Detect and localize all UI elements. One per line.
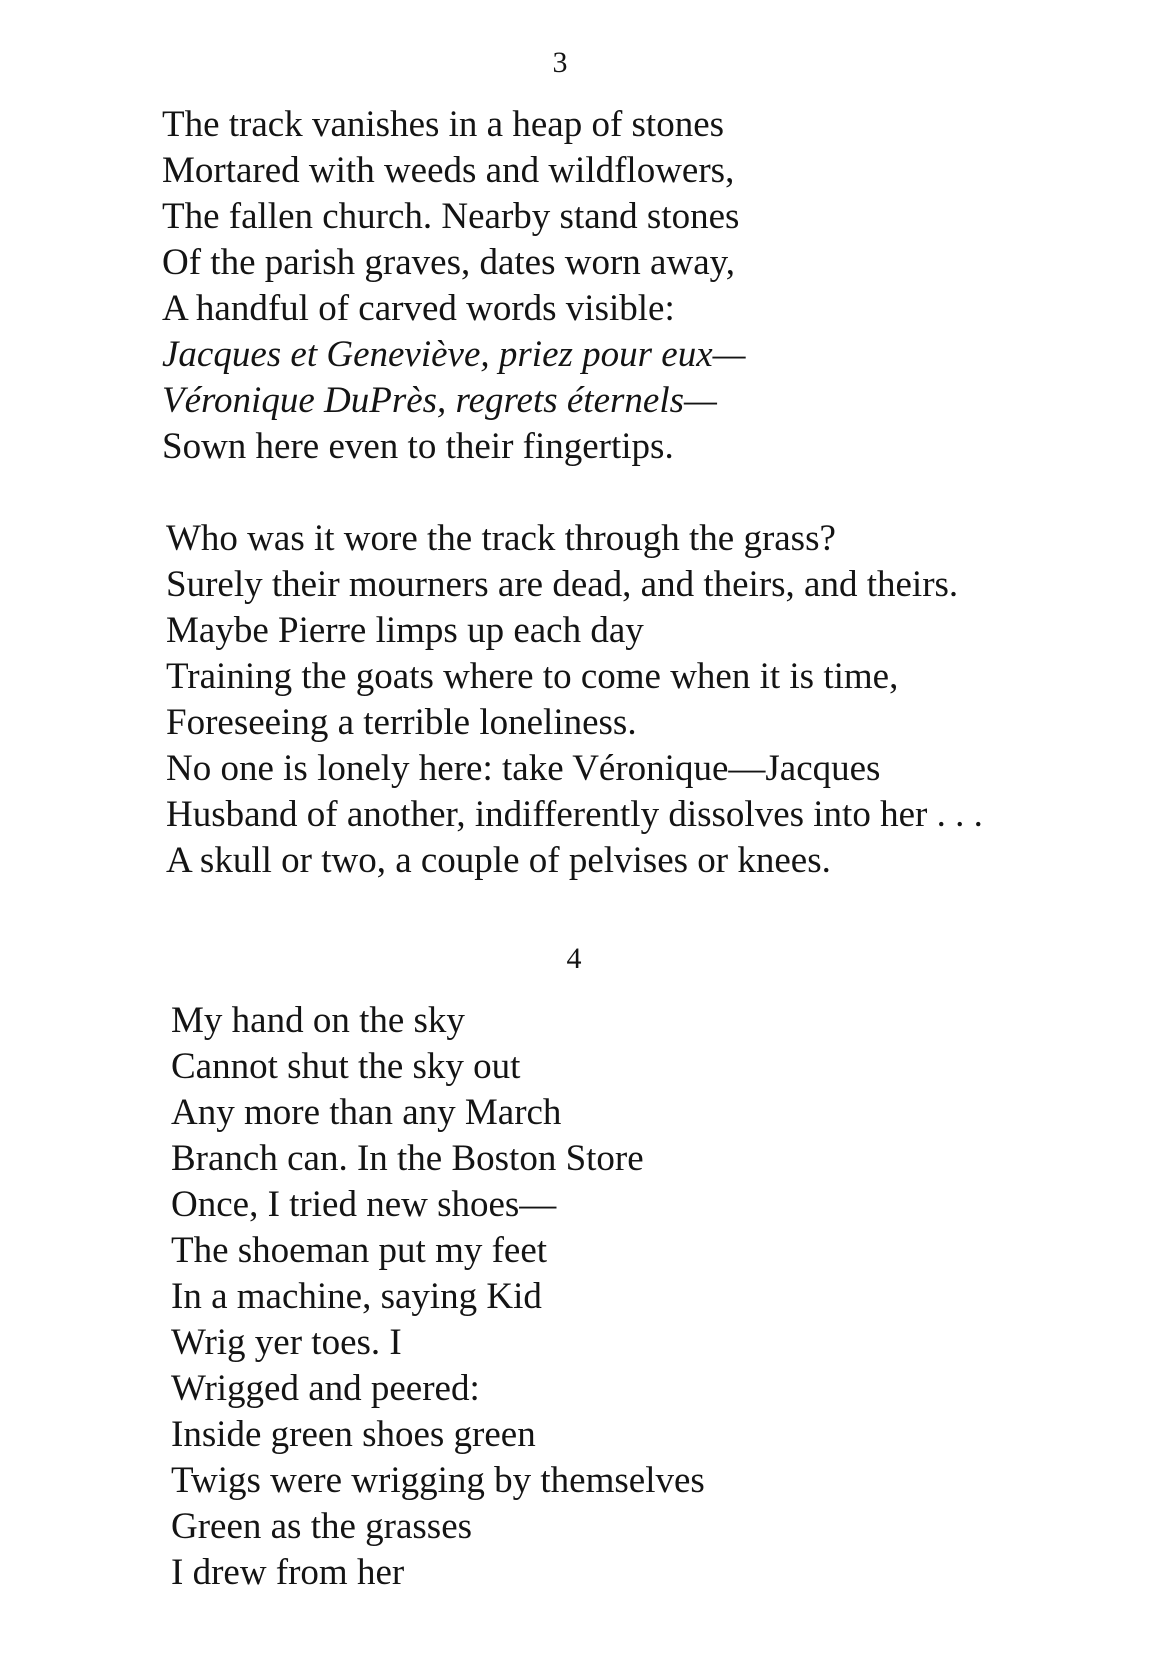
poem-line: Husband of another, indifferently dissolves into her . . . xyxy=(166,794,983,835)
poem-line: I drew from her xyxy=(171,1552,405,1593)
poem-line: Once, I tried new shoes— xyxy=(171,1184,557,1225)
poem-line: Branch can. In the Boston Store xyxy=(171,1138,644,1179)
poem-line: Who was it wore the track through the grass? xyxy=(166,518,836,559)
poem-line: No one is lonely here: take Véronique—Jacques xyxy=(166,748,881,789)
poem-line: The fallen church. Nearby stand stones xyxy=(162,196,740,237)
poem-line: Any more than any March xyxy=(171,1092,562,1133)
poem-line: A skull or two, a couple of pelvises or knees. xyxy=(166,840,831,881)
section-number-3: 3 xyxy=(552,46,568,79)
poem-line: Sown here even to their fingertips. xyxy=(162,426,674,467)
epitaph-line: Véronique DuPrès, regrets éternels— xyxy=(162,380,717,421)
section-3-stanza-1 xyxy=(162,102,746,470)
poem-line: The track vanishes in a heap of stones xyxy=(162,104,725,145)
poem-line: Training the goats where to come when it is time, xyxy=(166,656,899,697)
poem-line: Twigs were wrigging by themselves xyxy=(171,1460,705,1501)
poem-line: A handful of carved words visible: xyxy=(162,288,675,329)
section-number-4: 4 xyxy=(566,942,582,975)
section-4-stanza-1 xyxy=(171,998,705,1596)
poem-line: Wrig yer toes. I xyxy=(171,1322,402,1363)
poem-line: Inside green shoes green xyxy=(171,1414,536,1455)
section-3-stanza-2 xyxy=(166,516,983,884)
poem-line: Wrigged and peered: xyxy=(171,1368,480,1409)
poem-line: Surely their mourners are dead, and theirs, and theirs. xyxy=(166,564,959,605)
poem-line: Foreseeing a terrible loneliness. xyxy=(166,702,637,743)
poem-line: Of the parish graves, dates worn away, xyxy=(162,242,735,283)
poem-line: My hand on the sky xyxy=(171,1000,465,1041)
poem-line: Green as the grasses xyxy=(171,1506,473,1547)
epitaph-line: Jacques et Geneviève, priez pour eux— xyxy=(162,334,746,375)
poem-line: Cannot shut the sky out xyxy=(171,1046,521,1087)
poem-line: In a machine, saying Kid xyxy=(171,1276,542,1317)
poem-line: Maybe Pierre limps up each day xyxy=(166,610,644,651)
poem-line: Mortared with weeds and wildflowers, xyxy=(162,150,735,191)
poem-line: The shoeman put my feet xyxy=(171,1230,548,1271)
